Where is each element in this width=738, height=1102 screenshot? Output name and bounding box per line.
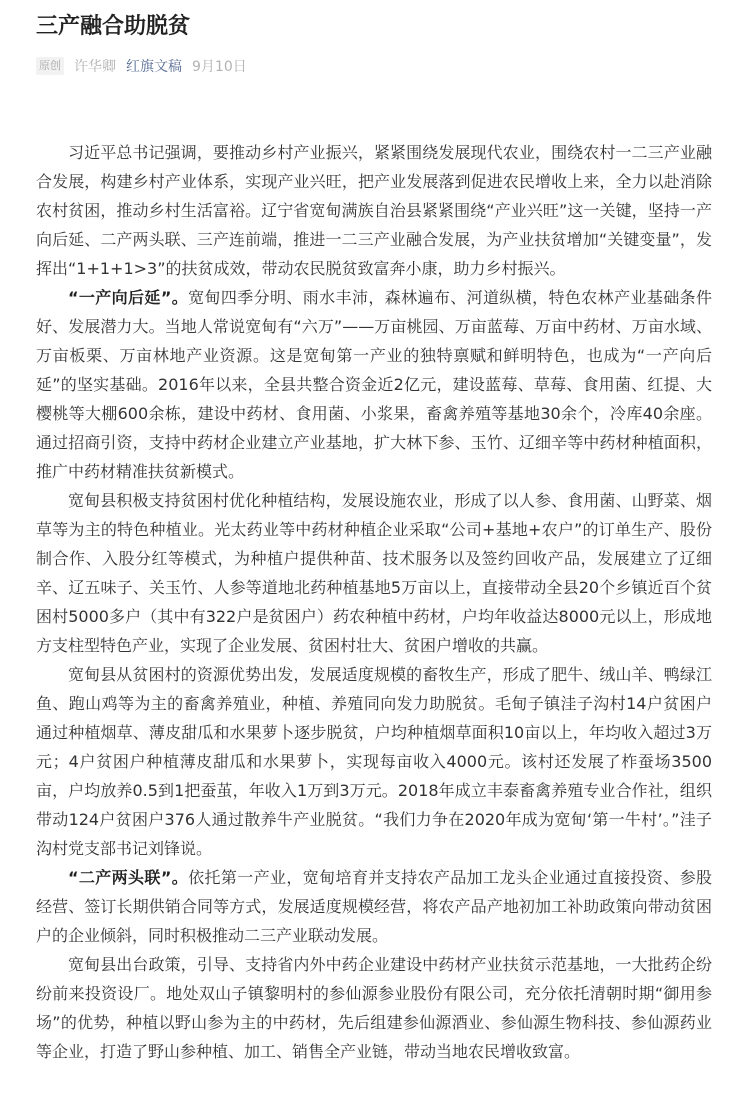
paragraph (36, 950, 712, 1066)
article-title: 三产融合助脱贫 (36, 14, 191, 39)
paragraph-text: 宽甸县从贫困村的资源优势出发，发展适度规模的畜牧生产，形成了肥牛、绒山羊、鸭绿江鱼、跑山鸡等为主的畜禽养殖业，种植、养殖同向发力助脱贫。毛甸子镇洼子沟村14户贫困户通过种植烟草、薄皮甜瓜和水果萝卜逐步脱贫，户均种植烟草面积10亩以上，年均收入超过3万元；4户贫困户种植薄皮甜瓜和水果萝卜，实现每亩收入4000元。该村还发展了柞蚕场3500亩，户均放养0.5到1把蚕茧，年收入1万到3万元。2018年成立丰泰畜禽养殖专业合作社，组织带动124户贫困户376人通过散养牛产业脱贫。“我们力争在2020年成为宽甸‘第一牛村’。”洼子沟村党支部书记刘锋说。 (36, 665, 712, 858)
paragraph-text: 习近平总书记强调，要推动乡村产业振兴，紧紧围绕发展现代农业，围绕农村一二三产业融合发展，构建乡村产业体系，实现产业兴旺，把产业发展落到促进农民增收上来，全力以赴消除农村贫困，推动乡村生活富裕。辽宁省宽甸满族自治县紧紧围绕“产业兴旺”这一关键，坚持一产向后延、二产两头联、三产连前端，推进一二三产业融合发展，为产业扶贫增加“关键变量”，发挥出“1+1+1>3”的扶贫成效，带动农民脱贫致富奔小康，助力乡村振兴。 (36, 143, 712, 278)
publish-date: 9月10日 (192, 59, 247, 75)
paragraph-text: 宽甸四季分明、雨水丰沛，森林遍布、河道纵横，特色农林产业基础条件好、发展潜力大。当地人常说宽甸有“六万”——万亩桃园、万亩蓝莓、万亩中药材、万亩水域、万亩板栗、万亩林地产业资源。这是宽甸第一产业的独特禀赋和鲜明特色，也成为“一产向后延”的坚实基础。2016年以来，全县共整合资金近2亿元，建设蓝莓、草莓、食用菌、红提、大樱桃等大棚600余栋，建设中药材、食用菌、小浆果，畜禽养殖等基地30余个，冷库40余座。通过招商引资，支持中药材企业建立产业基地，扩大林下参、玉竹、辽细辛等中药材种植面积，推广中药材精准扶贫新模式。 (36, 288, 712, 481)
paragraph (36, 283, 712, 486)
paragraph (36, 660, 712, 863)
paragraph (36, 138, 712, 283)
paragraph-text: 依托第一产业，宽甸培育并支持农产品加工龙头企业通过直接投资、参股经营、签订长期供销合同等方式，发展适度规模经营，将农产品产地初加工补助政策向带动贫困户的企业倾斜，同时积极推动二三产业联动发展。 (36, 868, 712, 945)
original-badge: 原创 (36, 57, 64, 75)
section-lead: “二产两头联”。 (68, 868, 189, 887)
paragraph (36, 486, 712, 660)
article-meta (36, 56, 247, 76)
account-link[interactable]: 红旗文稿 (126, 59, 182, 75)
article-body (36, 138, 712, 1066)
paragraph-text: 宽甸县出台政策，引导、支持省内外中药企业建设中药材产业扶贫示范基地，一大批药企纷纷前来投资设厂。地处双山子镇黎明村的参仙源参业股份有限公司，充分依托清朝时期“御用参场”的优势，种植以野山参为主的中药材，先后组建参仙源酒业、参仙源生物科技、参仙源药业等企业，打造了野山参种植、加工、销售全产业链，带动当地农民增收致富。 (36, 955, 712, 1061)
author-name: 许华卿 (74, 59, 116, 75)
section-lead: “一产向后延”。 (68, 288, 189, 307)
paragraph-text: 宽甸县积极支持贫困村优化种植结构，发展设施农业，形成了以人参、食用菌、山野菜、烟草等为主的特色种植业。光太药业等中药材种植企业采取“公司+基地+农户”的订单生产、股份制合作、入股分红等模式，为种植户提供种苗、技术服务以及签约回收产品，发展建立了辽细辛、辽五味子、关玉竹、人参等道地北药种植基地5万亩以上，直接带动全县20个乡镇近百个贫困村5000多户（其中有322户是贫困户）药农种植中药材，户均年收益达8000元以上，形成地方支柱型特色产业，实现了企业发展、贫困村壮大、贫困户增收的共赢。 (36, 491, 712, 655)
paragraph (36, 863, 712, 950)
